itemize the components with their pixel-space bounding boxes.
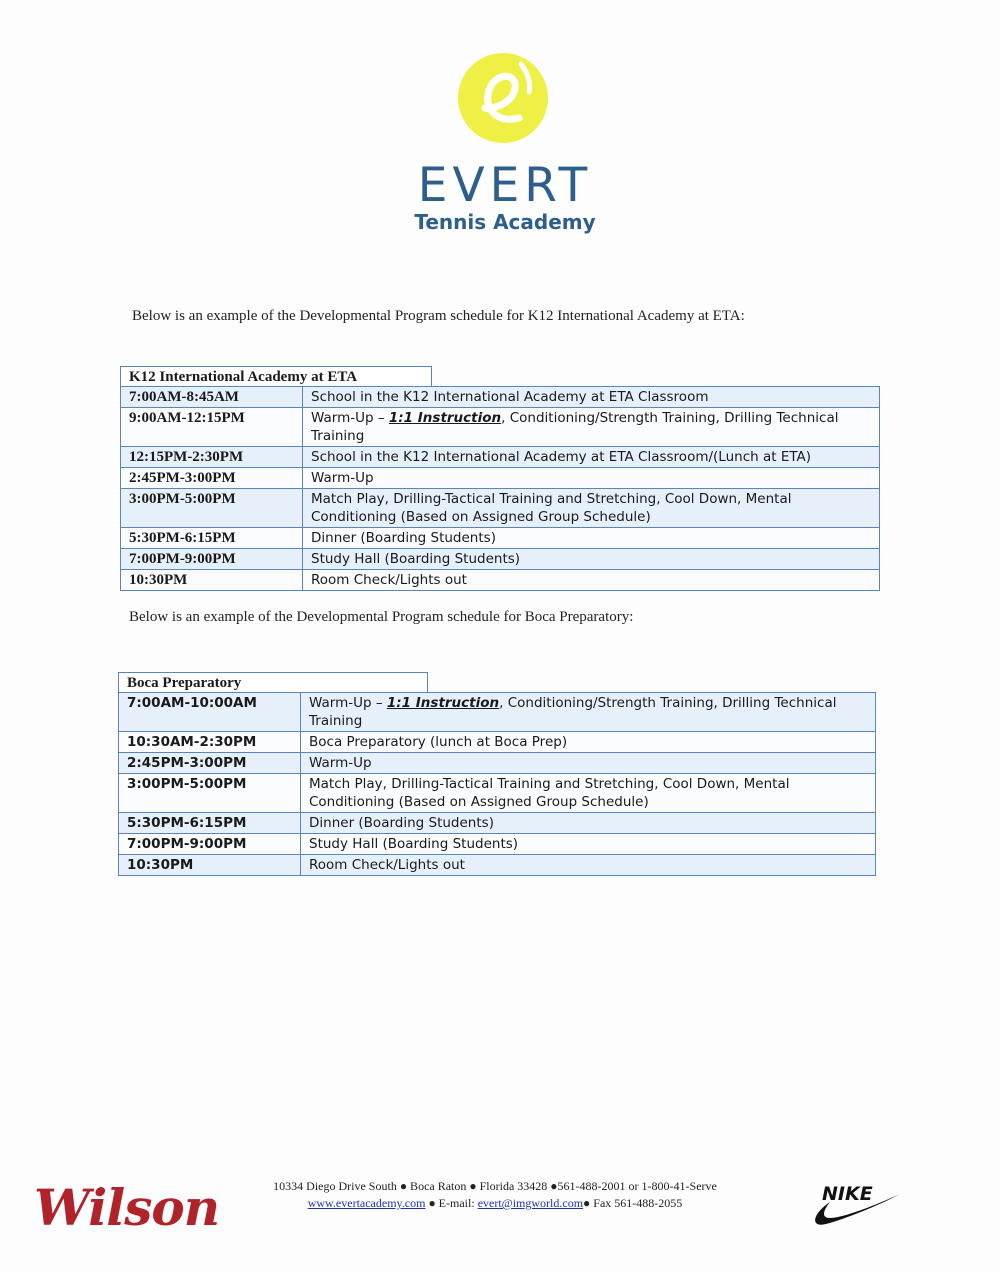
time-cell: 12:15PM-2:30PM xyxy=(121,447,303,468)
table-row xyxy=(121,570,880,591)
table-row xyxy=(119,774,876,813)
activity-cell xyxy=(301,855,876,876)
activity-text: Boca Preparatory (lunch at Boca Prep) xyxy=(309,734,568,750)
table-row xyxy=(119,732,876,753)
time-cell: 2:45PM-3:00PM xyxy=(119,753,301,774)
table-row xyxy=(119,855,876,876)
table-row xyxy=(121,528,880,549)
time-cell: 2:45PM-3:00PM xyxy=(121,468,303,489)
email-label: ● E-mail: xyxy=(425,1196,478,1210)
time-cell: 7:00PM-9:00PM xyxy=(121,549,303,570)
activity-text: Warm-Up xyxy=(311,470,374,486)
activity-cell xyxy=(301,813,876,834)
activity-text: Dinner (Boarding Students) xyxy=(311,530,496,546)
activity-cell xyxy=(303,468,880,489)
activity-text: Room Check/Lights out xyxy=(309,857,465,873)
instruction-emphasis: 1:1 Instruction xyxy=(388,410,502,426)
activity-text: Room Check/Lights out xyxy=(311,572,467,588)
activity-cell xyxy=(303,570,880,591)
table-row xyxy=(121,387,880,408)
activity-cell xyxy=(303,528,880,549)
k12-schedule-title: K12 International Academy at ETA xyxy=(120,366,432,386)
brand-subtitle: Tennis Academy xyxy=(414,210,596,234)
time-cell: 7:00AM-8:45AM xyxy=(121,387,303,408)
instruction-emphasis: 1:1 Instruction xyxy=(386,695,500,711)
time-cell: 10:30PM xyxy=(119,855,301,876)
tennis-ball-logo-icon xyxy=(457,52,549,144)
time-cell: 10:30PM xyxy=(121,570,303,591)
footer-address: 10334 Diego Drive South ● Boca Raton ● Florida 33428 ●561-488-2001 or 1-800-41-Serve xyxy=(273,1179,717,1193)
activity-text: Study Hall (Boarding Students) xyxy=(309,836,519,852)
activity-cell xyxy=(301,732,876,753)
email-link[interactable]: evert@imgworld.com xyxy=(477,1196,584,1210)
time-cell: 10:30AM-2:30PM xyxy=(119,732,301,753)
boca-intro-text: Below is an example of the Developmental Program schedule for Boca Preparatory: xyxy=(129,609,634,625)
activity-cell xyxy=(301,774,876,813)
website-link[interactable]: www.evertacademy.com xyxy=(307,1196,426,1210)
activity-cell xyxy=(303,387,880,408)
time-cell: 5:30PM-6:15PM xyxy=(119,813,301,834)
boca-schedule-table xyxy=(118,692,876,876)
time-cell: 7:00AM-10:00AM xyxy=(119,693,301,732)
nike-logo-text: NIKE xyxy=(822,1183,873,1205)
activity-text: School in the K12 International Academy at ETA Classroom xyxy=(311,389,709,405)
activity-cell xyxy=(301,753,876,774)
activity-text: Dinner (Boarding Students) xyxy=(309,815,494,831)
nike-swoosh-logo-icon xyxy=(808,1180,908,1230)
activity-cell xyxy=(301,693,876,732)
fax-text: ● Fax 561-488-2055 xyxy=(583,1196,683,1210)
activity-cell xyxy=(303,549,880,570)
table-row xyxy=(119,693,876,732)
activity-text-rest: , Conditioning/Strength Training, Drilling Technical Training xyxy=(309,695,837,729)
footer-links-line xyxy=(240,1195,750,1212)
time-cell: 7:00PM-9:00PM xyxy=(119,834,301,855)
activity-text-rest: , Conditioning/Strength Training, Drilling Technical Training xyxy=(311,410,839,444)
time-cell: 3:00PM-5:00PM xyxy=(119,774,301,813)
activity-cell xyxy=(303,489,880,528)
footer-contact xyxy=(240,1178,750,1212)
k12-schedule-table xyxy=(120,386,880,591)
wilson-logo: Wilson xyxy=(34,1178,220,1237)
activity-text: Warm-Up xyxy=(309,755,372,771)
activity-text: Study Hall (Boarding Students) xyxy=(311,551,521,567)
table-row xyxy=(119,813,876,834)
brand-wordmark: EVERT xyxy=(417,158,593,213)
activity-text: Match Play, Drilling-Tactical Training and Stretching, Cool Down, Mental Conditioning (Based on Assigned Group Schedule) xyxy=(311,491,792,525)
table-row xyxy=(121,447,880,468)
activity-text: Warm-Up – xyxy=(311,410,389,426)
time-cell: 5:30PM-6:15PM xyxy=(121,528,303,549)
table-row xyxy=(121,489,880,528)
activity-text: Warm-Up – xyxy=(309,695,387,711)
time-cell: 3:00PM-5:00PM xyxy=(121,489,303,528)
boca-schedule-title: Boca Preparatory xyxy=(118,672,428,692)
table-row xyxy=(121,549,880,570)
table-row xyxy=(121,408,880,447)
activity-cell xyxy=(301,834,876,855)
time-cell: 9:00AM-12:15PM xyxy=(121,408,303,447)
activity-text: School in the K12 International Academy at ETA Classroom/(Lunch at ETA) xyxy=(311,449,812,465)
k12-intro-text: Below is an example of the Developmental Program schedule for K12 International Academy at ETA: xyxy=(132,308,745,324)
activity-cell xyxy=(303,447,880,468)
activity-cell xyxy=(303,408,880,447)
activity-text: Match Play, Drilling-Tactical Training and Stretching, Cool Down, Mental Conditioning (Based on Assigned Group Schedule) xyxy=(309,776,790,810)
table-row xyxy=(119,834,876,855)
table-row xyxy=(121,468,880,489)
table-row xyxy=(119,753,876,774)
